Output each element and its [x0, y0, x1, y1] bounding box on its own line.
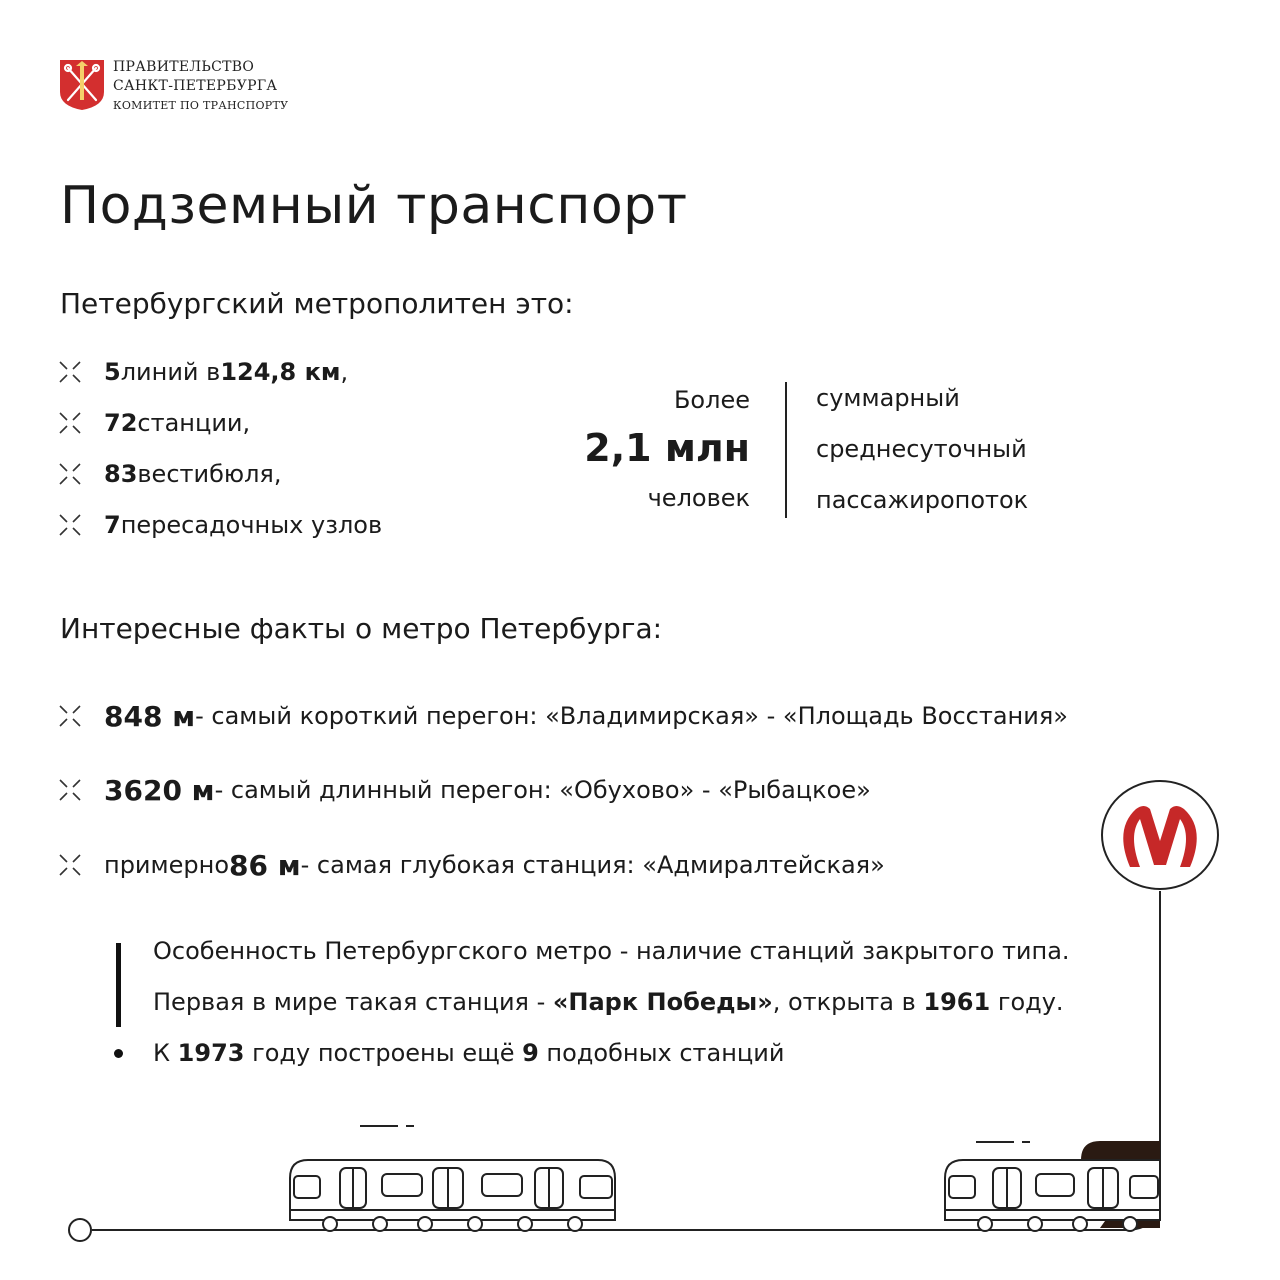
year-value: 1961: [923, 988, 991, 1016]
note-line1: Особенность Петербургского метро - наличие станций закрытого типа.: [153, 937, 1070, 965]
item-text: пересадочных узлов: [120, 511, 383, 539]
fact-text: - самый короткий перегон: «Владимирская» - «Площадь Восстания»: [195, 702, 1068, 730]
stat-value: 2,1 млн: [584, 426, 750, 470]
count-value: 9: [522, 1039, 539, 1067]
vestibules-count: 83: [104, 460, 138, 488]
org-line2: САНКТ-ПЕТЕРБУРГА: [113, 78, 278, 94]
item-text: станции,: [137, 409, 251, 437]
transfer-nodes-count: 7: [104, 511, 121, 539]
fact-text: - самая глубокая станция: «Адмиралтейская»: [300, 851, 885, 879]
item-text: линий в: [120, 358, 221, 386]
fact-pre: примерно: [104, 851, 230, 879]
stat-desc3: пассажиропоток: [816, 486, 1029, 514]
org-line3: КОМИТЕТ ПО ТРАНСПОРТУ: [113, 99, 289, 112]
fact-value: 3620 м: [104, 773, 215, 807]
station-name: «Парк Победы»: [552, 988, 773, 1016]
note-text: подобных станций: [538, 1039, 785, 1067]
lines-count: 5: [104, 358, 121, 386]
year-value: 1973: [177, 1039, 245, 1067]
note-text: , открыта в: [772, 988, 924, 1016]
page-title: Подземный транспорт: [60, 176, 688, 236]
item-text: ,: [340, 358, 349, 386]
train-icon: [945, 1160, 1160, 1231]
stat-desc2: среднесуточный: [816, 435, 1027, 463]
note-text: Первая в мире такая станция -: [153, 988, 553, 1016]
fact-text: - самый длинный перегон: «Обухово» - «Рыбацкое»: [214, 776, 871, 804]
item-text: вестибюля,: [137, 460, 282, 488]
stat-desc1: суммарный: [816, 384, 960, 412]
section2-heading: Интересные факты о метро Петербурга:: [60, 612, 663, 645]
stat-pre: Более: [673, 386, 750, 414]
org-line1: ПРАВИТЕЛЬСТВО: [113, 59, 255, 75]
note-text: К: [153, 1039, 178, 1067]
train-icon: [290, 1160, 615, 1231]
fact-value: 848 м: [104, 699, 196, 733]
note-text: году.: [990, 988, 1064, 1016]
section1-heading: Петербургский метрополитен это:: [60, 287, 574, 320]
note-text: году построены ещё: [244, 1039, 523, 1067]
length-value: 124,8 км: [220, 358, 341, 386]
fact-value: 86 м: [229, 848, 301, 882]
stat-unit: человек: [647, 484, 750, 512]
stations-count: 72: [104, 409, 138, 437]
